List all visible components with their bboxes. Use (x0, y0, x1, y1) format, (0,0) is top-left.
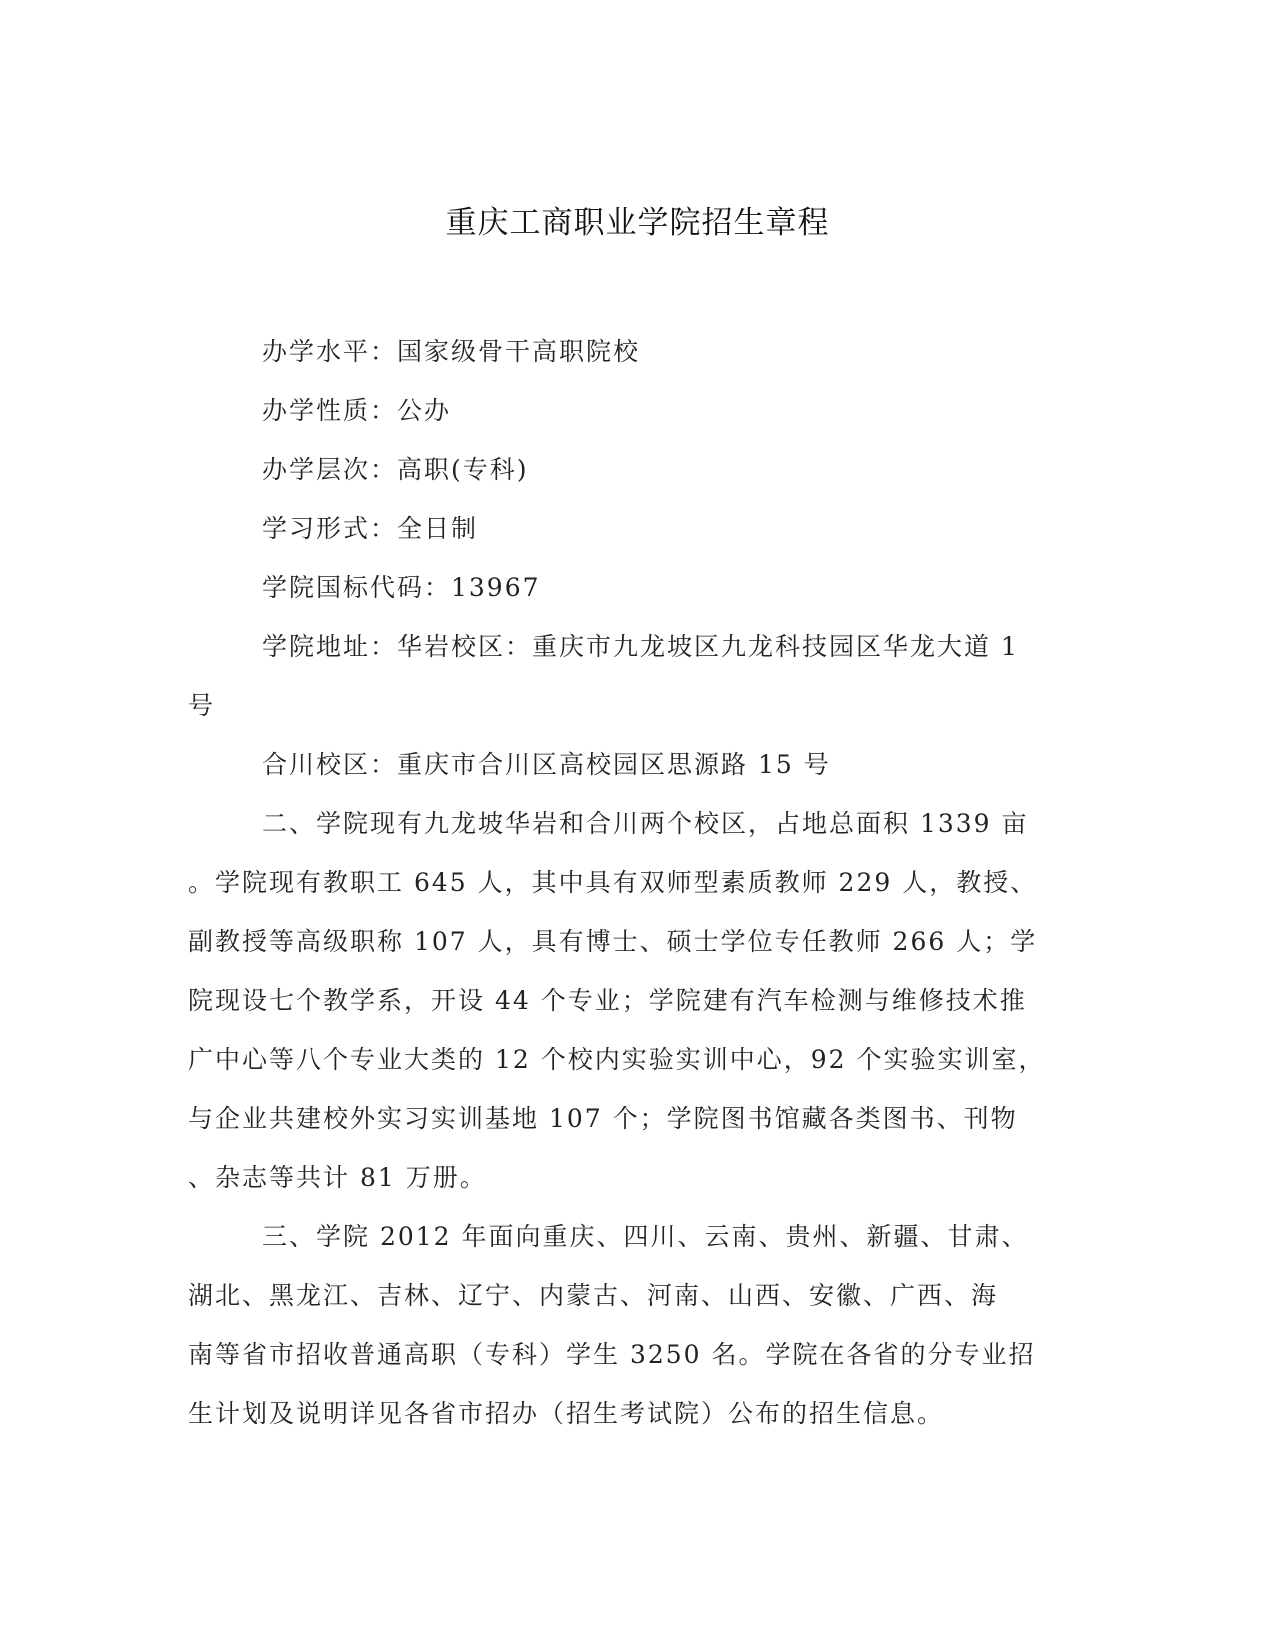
line-address-continued: 号 (188, 691, 216, 720)
section2-line: 与企业共建校外实习实训基地 107 个；学院图书馆藏各类图书、刊物 (188, 1104, 1018, 1133)
line-level: 办学水平：国家级骨干高职院校 (262, 337, 641, 366)
line-tier: 办学层次：高职(专科) (262, 455, 529, 484)
document-title: 重庆工商职业学院招生章程 (445, 205, 830, 241)
section2-line: 二、学院现有九龙坡华岩和合川两个校区，占地总面积 1339 亩 (262, 809, 1029, 838)
section2-line: 广中心等八个专业大类的 12 个校内实验实训中心，92 个实验实训室， (188, 1045, 1046, 1074)
line-form: 学习形式：全日制 (262, 514, 479, 543)
section3-line: 湖北、黑龙江、吉林、辽宁、内蒙古、河南、山西、安徽、广西、海 (188, 1281, 999, 1310)
section2-line: 。学院现有教职工 645 人，其中具有双师型素质教师 229 人，教授、 (188, 868, 1038, 897)
section2-line: 院现设七个教学系，开设 44 个专业；学院建有汽车检测与维修技术推 (188, 986, 1027, 1015)
section3-line: 生计划及说明详见各省市招办（招生考试院）公布的招生信息。 (188, 1399, 945, 1428)
section3-line: 南等省市招收普通高职（专科）学生 3250 名。学院在各省的分专业招 (188, 1340, 1036, 1369)
line-nature: 办学性质：公办 (262, 396, 452, 425)
document-body (188, 322, 1068, 1443)
section2-line: 副教授等高级职称 107 人，具有博士、硕士学位专任教师 266 人；学 (188, 927, 1038, 956)
line-campus-hechuan: 合川校区：重庆市合川区高校园区思源路 15 号 (262, 750, 831, 779)
section2-line: 、杂志等共计 81 万册。 (188, 1163, 487, 1192)
line-code: 学院国标代码：13967 (262, 573, 541, 602)
section3-line: 三、学院 2012 年面向重庆、四川、云南、贵州、新疆、甘肃、 (262, 1222, 1029, 1251)
line-address: 学院地址：华岩校区：重庆市九龙坡区九龙科技园区华龙大道 1 (262, 632, 1019, 661)
